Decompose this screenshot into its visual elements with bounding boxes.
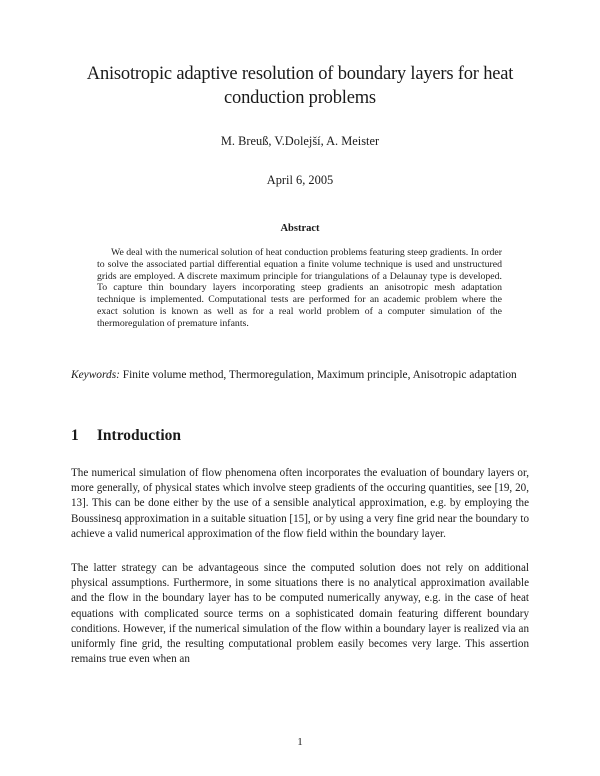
paper-title: Anisotropic adaptive resolution of boundary layers for heat conduction problems [86,64,514,108]
keywords-line [71,368,529,383]
paper-date: April 6, 2005 [266,173,334,187]
page-number: 1 [297,736,303,748]
section-number: 1 [71,427,79,444]
abstract-heading: Abstract [280,223,320,234]
paper-authors: M. Breuß, V.Dolejší, A. Meister [220,134,380,148]
section-heading [71,427,181,445]
keywords-label: Keywords: [71,369,120,381]
section-title: Introduction [96,427,181,444]
abstract-body: We deal with the numerical solution of heat conduction problems featuring steep gradients. In order to solve the associated partial differential equation a finite volume technique is used and unstructured grids are employed. A discrete maximum principle for triangulations of a Delaunay type is developed. To capture thin boundary layers incorporating steep gradients an anisotropic mesh adaptation technique is implemented. Computational tests are performed for an academic problem where the exact solution is known as well as for a real world problem of a computer simulation of the thermoregulation of premature infants. [97,247,502,329]
intro-paragraph-2: The latter strategy can be advantageous since the computed solution does not rely on additional physical assumptions. Furthermore, in some situations there is no analytical approximation available and the flow in the boundary layer has to be computed numerically anyway, e.g. in the case of heat equations with complicated source terms on a sophisticated domain featuring different boundary conditions. However, if the numerical simulation of the flow within a boundary layer is realized via an uniformly fine grid, the resulting computational problem easily becomes very large. This assertion remains true even when an [71,562,529,666]
keywords-text: Finite volume method, Thermoregulation, Maximum principle, Anisotropic adaptation [122,369,517,381]
intro-paragraph-1: The numerical simulation of flow phenomena often incorporates the evaluation of boundary layers or, more generally, of physical states which involve steep gradients of the occuring quantities, see [19, 20, 13]. This can be done either by the use of a sensible analytical approximation, e.g. by employing the Boussinesq approximation in a suitable situation [15], or by using a very fine grid near the boundary to achieve a valid numerical approximation of the flow field within the boundary layer. [71,467,529,540]
